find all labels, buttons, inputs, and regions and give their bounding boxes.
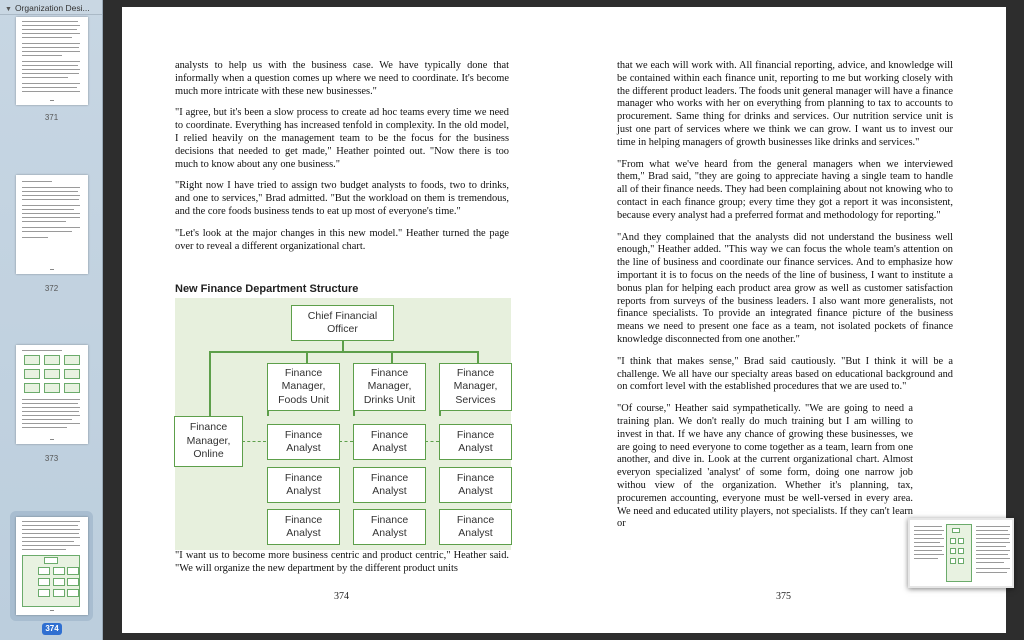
org-box-manager-services: Finance Manager, Services: [439, 363, 512, 411]
org-box-analyst: Finance Analyst: [353, 509, 426, 545]
org-box-manager-online: Finance Manager, Online: [174, 416, 243, 467]
page-number-left: 374: [334, 591, 349, 602]
paragraph: "I agree, but it's been a slow process to create ad hoc teams every time we need to coordinate. Everything has increased tenfold in complexity. In the old model, I relied heavily on the management team to be the focus for the business decisions that needed to get made," Heather pointed out. "Now there is too much to know about any one business.": [175, 107, 509, 170]
document-title: Organization Desi...: [14, 3, 90, 13]
document-page-spread[interactable]: [122, 7, 1006, 633]
org-box-analyst: Finance Analyst: [267, 509, 340, 545]
page-thumbnail-374[interactable]: [16, 517, 88, 615]
thumbnail-sidebar[interactable]: [0, 0, 103, 640]
org-box-analyst: Finance Analyst: [439, 467, 512, 503]
paragraph: "And they complained that the analysts did not understand the business well enough," Heather added. "This way we can focus the whole team's attention on the line of business and coordinate our finance services. And to emphasize how important it is to focus on the needs of the line of business, I want to institute a bonus plan for helping each product area grow as well as customer satisfaction reports from surveys of the business leaders. I also want more generalists, not finance specialists. To provide an integrated finance picture of the business means we need to present one face as a team, not isolated pockets of finance knowledge disconnected from one another.": [617, 231, 953, 345]
org-chart-title: New Finance Department Structure: [175, 283, 511, 298]
right-page-text: [617, 60, 953, 540]
page-thumbnail-371[interactable]: [16, 17, 88, 105]
left-page-text: [175, 60, 509, 262]
org-box-analyst: Finance Analyst: [267, 467, 340, 503]
paragraph: "I want us to become more business centric and product centric," Heather said. "We will organize the new department by the different product units: [175, 550, 509, 574]
document-outline-header[interactable]: [0, 0, 103, 15]
org-box-analyst: Finance Analyst: [267, 424, 340, 460]
org-chart: [175, 284, 511, 550]
paragraph: "Let's look at the major changes in this new model." Heather turned the page over to reveal a different organizational chart.: [175, 227, 509, 252]
paragraph: that we each will work with. All financial reporting, advice, and knowledge will be contained within each finance unit, reporting to me but working closely with the different product leaders. The foods unit general manager will have a finance manager who works with her on everything from planning to tax to accounts to procurement. Same thing for drinks and services. Our nutrition service unit is just one part of services where we think we can grow. I want us to invest our time in helping managers of growth businesses like drinks and services.": [617, 60, 953, 148]
page-preview-popup[interactable]: [908, 518, 1014, 588]
page-thumbnail-373[interactable]: [16, 345, 88, 444]
page-label-372: 372: [44, 284, 59, 293]
page-thumbnail-372[interactable]: [16, 175, 88, 274]
page-label-374-selected: 374: [42, 623, 62, 635]
paragraph: "Right now I have tried to assign two budget analysts to foods, two to drinks, and one to services," Brad admitted. "But the workload on them is tremendous, and the core foods business tends to eat up most of everyone's time.": [175, 180, 509, 217]
page-label-371: 371: [44, 113, 59, 122]
org-box-analyst: Finance Analyst: [353, 467, 426, 503]
left-page-text-after-chart: [175, 550, 509, 585]
paragraph: "Of course," Heather said sympathetically. "We are going to need a training plan. We don't really do much training but I am willing to invest in that. If we have any chance of growing these businesses, we are going to need everyone to come together as a team, learn from one another, and dive in. Look at the current organizational chart. Almost everyon specialized 'analyst' of some form, doing one narrow job withou view of the organization. Whether it's planning, tax, procuremen accounting, everyone must be well-versed in every area. We need and educated utility players, not specialists. If they can't learn or: [617, 403, 913, 530]
paragraph: "From what we've heard from the general managers when we interviewed them," Brad said, "they are going to appreciate having a single team to handle all of their finance needs. They had been complaining about not knowing who to contact in each finance group; every time they got a report it was inconsistent, because every analyst had a preferred format and methodology for reporting.": [617, 158, 953, 221]
org-box-analyst: Finance Analyst: [439, 509, 512, 545]
org-box-manager-foods: Finance Manager, Foods Unit: [267, 363, 340, 411]
disclosure-triangle-icon[interactable]: ▼: [5, 6, 12, 13]
paragraph: analysts to help us with the business case. We have typically done that informally when a question comes up where we need to coordinate. It's become much more intricate with these new businesses.": [175, 60, 509, 97]
org-box-manager-drinks: Finance Manager, Drinks Unit: [353, 363, 426, 411]
org-box-cfo: Chief Financial Officer: [291, 305, 394, 341]
page-number-right: 375: [776, 591, 791, 602]
page-label-373: 373: [44, 454, 59, 463]
org-box-analyst: Finance Analyst: [353, 424, 426, 460]
org-box-analyst: Finance Analyst: [439, 424, 512, 460]
paragraph: "I think that makes sense," Brad said cautiously. "But I think it will be a challenge. We all have our specialty areas based on educational background and on comfort level with the established procedures that we are used to.": [617, 355, 953, 393]
